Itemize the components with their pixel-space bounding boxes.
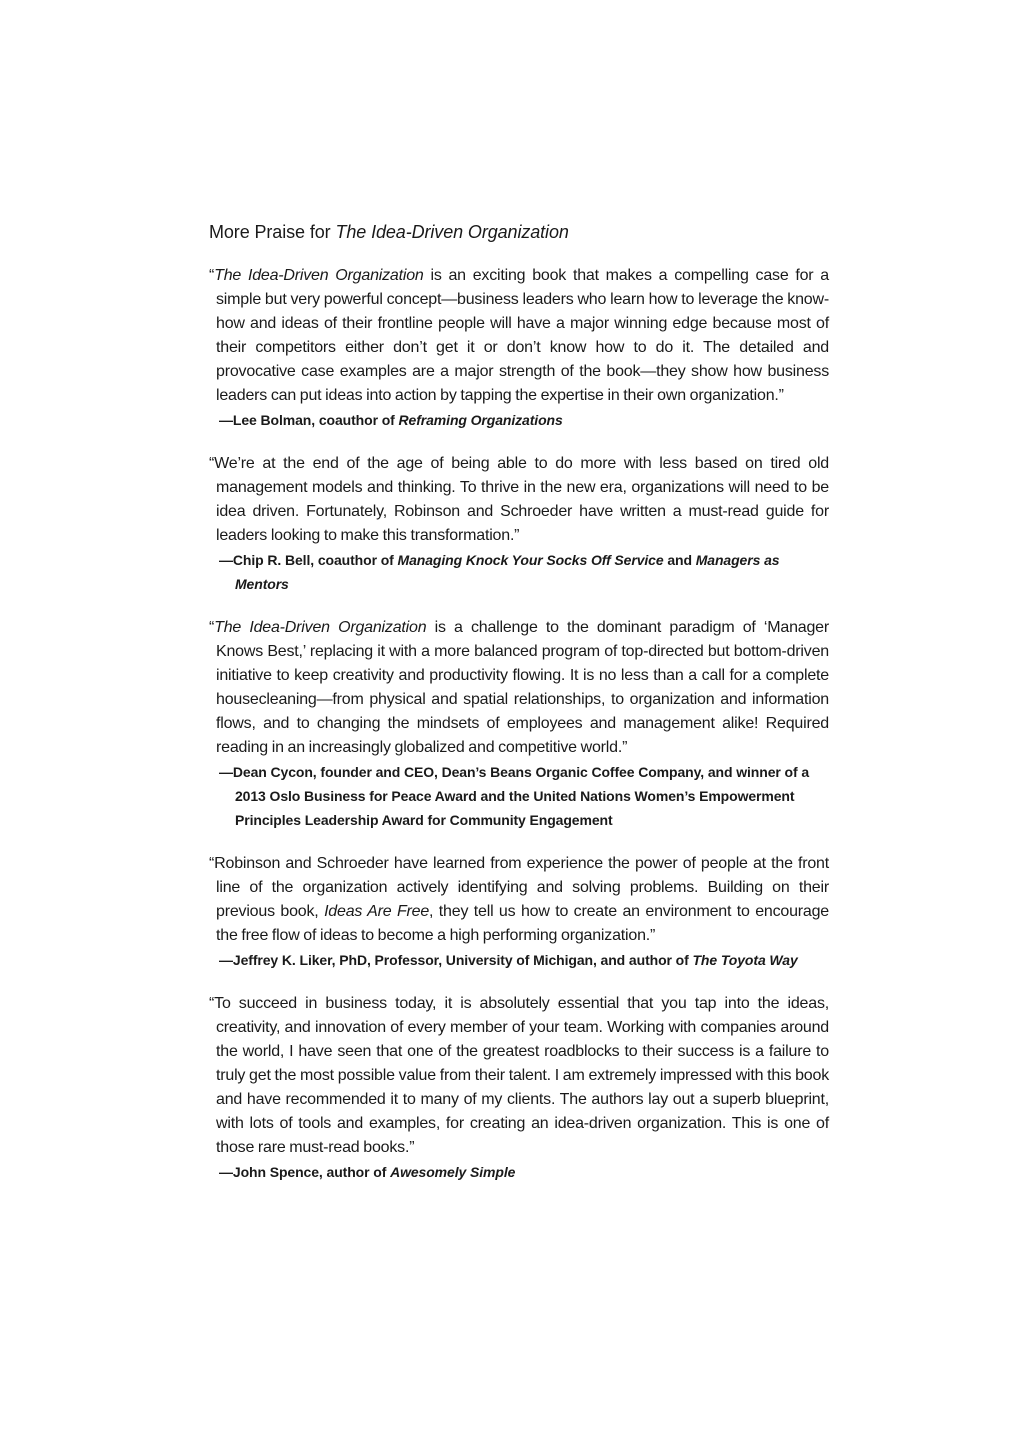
praise-quote (209, 852, 829, 972)
praise-page (209, 220, 829, 1204)
book-title: The Idea-Driven Organization (335, 222, 569, 242)
attribution-name: —Chip R. Bell, coauthor of (219, 552, 398, 568)
quote-body-end: , they tell us how to create an environment to encourage the free flow of ideas to become a high performing organization.” (216, 903, 830, 944)
open-quote-mark: “ (209, 619, 215, 636)
quote-body: is a challenge to the dominant paradigm of ‘Manager Knows Best,’ replacing it with a more balanced program of top-directed but bottom-driven initiative to keep creativity and productivity flowing. It is no less than a call for a complete housecleaning—from physical and spatial relationships, to organization and information flows, and to changing the mindsets of employees and management alike! Required reading in an increasingly globalized and competitive world.” (216, 619, 829, 756)
praise-quote (209, 264, 829, 432)
open-quote-mark: “ (209, 995, 215, 1012)
quote-attribution (209, 760, 829, 832)
quote-text (209, 992, 829, 1160)
quote-attribution (209, 408, 829, 432)
attribution-name: —Dean Cycon, founder and CEO, Dean’s Beans Organic Coffee Company, and winner of a 2013 Oslo Business for Peace Award and the United Nations Women’s Empowerment Principles Leadership Award for Community Engagement (219, 764, 810, 828)
praise-quote (209, 616, 829, 832)
quote-text (209, 264, 829, 408)
page-title (209, 220, 829, 244)
attribution-book: Awesomely Simple (390, 1164, 516, 1180)
quote-attribution (209, 1160, 829, 1184)
praise-quote (209, 452, 829, 596)
attribution-book: Managing Knock Your Socks Off Service (397, 552, 664, 568)
attribution-name: —John Spence, author of (219, 1164, 391, 1180)
title-prefix: More Praise for (209, 222, 336, 242)
quote-book-title: The Idea-Driven Organization (214, 267, 424, 284)
open-quote-mark: “ (209, 455, 215, 472)
attribution-name: —Jeffrey K. Liker, PhD, Professor, University of Michigan, and author of (219, 952, 693, 968)
quote-body: To succeed in business today, it is absolutely essential that you tap into the ideas, creativity, and innovation of every member of your team. Working with companies around the world, I have seen that one of the greatest roadblocks to their success is a failure to truly get the most possible value from their talent. I am extremely impressed with this book and have recommended it to many of my clients. The authors lay out a superb blueprint, with lots of tools and examples, for creating an idea-driven organization. This is one of those rare must-read books.” (214, 995, 829, 1156)
open-quote-mark: “ (209, 267, 215, 284)
quote-text (209, 452, 829, 548)
quote-text (209, 852, 829, 948)
quote-body: We’re at the end of the age of being able to do more with less based on tired old management models and thinking. To thrive in the new era, organizations will need to be idea driven. Fortunately, Robinson and Schroeder have written a must-read guide for leaders looking to make this transformation.” (214, 455, 829, 544)
attribution-book: Reframing Organizations (398, 412, 563, 428)
open-quote-mark: “ (209, 855, 215, 872)
praise-quote (209, 992, 829, 1184)
quote-body: Robinson and Schroeder have learned from experience the power of people at the front line of the organization actively identifying and solving problems. Building on their previous book, (214, 855, 829, 920)
attribution-connector: and (663, 552, 696, 568)
attribution-book: The Toyota Way (692, 952, 798, 968)
quote-text (209, 616, 829, 760)
quote-book-title: Ideas Are Free (324, 903, 430, 920)
attribution-book-2: Managers as Mentors (235, 552, 780, 592)
quote-attribution (209, 948, 829, 972)
quote-body: is an exciting book that makes a compelling case for a simple but very powerful concept—business leaders who learn how to leverage the know-how and ideas of their frontline people will have a major winning edge because most of their competitors either don’t get it or don’t know how to do it. The detailed and provocative case examples are a major strength of the book—they show how business leaders can put ideas into action by tapping the expertise in their own organization.” (216, 267, 829, 404)
quote-book-title: The Idea-Driven Organization (214, 619, 427, 636)
quote-attribution (209, 548, 829, 596)
attribution-name: —Lee Bolman, coauthor of (219, 412, 399, 428)
